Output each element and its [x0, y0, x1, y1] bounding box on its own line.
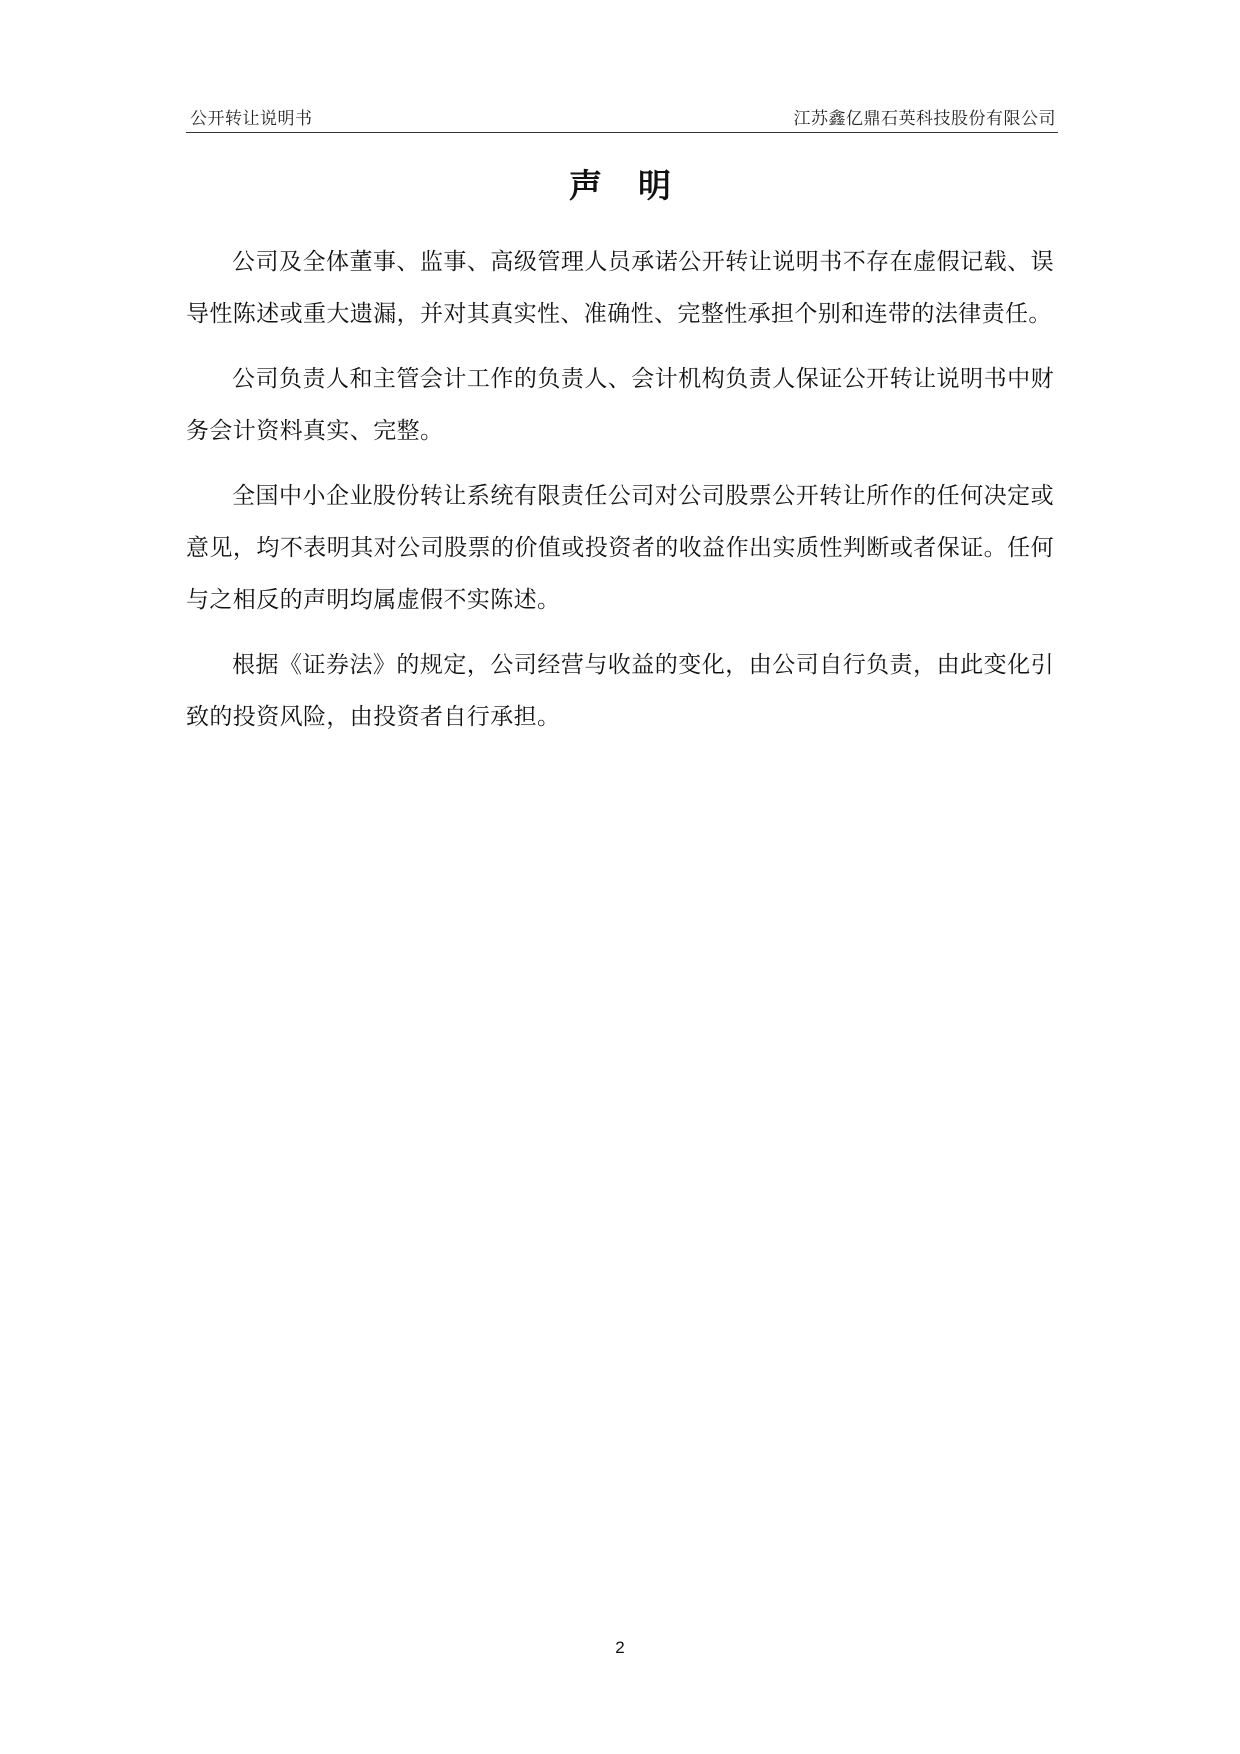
section-title: 声明 [569, 166, 707, 205]
document-title-header: 公开转让说明书 [190, 109, 313, 129]
paragraph-nesss-disclaimer: 全国中小企业股份转让系统有限责任公司对公司股票公开转让所作的任何决定或意见，均不表明其对公司股票的价值或投资者的收益作出实质性判断或者保证。任何与之相反的声明均属虚假不实陈述。 [186, 483, 1054, 613]
paragraph-financial-guarantee: 公司负责人和主管会计工作的负责人、会计机构负责人保证公开转让说明书中财务会计资料真实、完整。 [186, 366, 1054, 444]
paragraph-commitment: 公司及全体董事、监事、高级管理人员承诺公开转让说明书不存在虚假记载、误导性陈述或重大遗漏，并对其真实性、准确性、完整性承担个别和连带的法律责任。 [186, 249, 1054, 327]
company-name-header: 江苏鑫亿鼎石英科技股份有限公司 [793, 109, 1056, 129]
paragraph-securities-law: 根据《证券法》的规定，公司经营与收益的变化，由公司自行负责，由此变化引致的投资风险，由投资者自行承担。 [186, 652, 1054, 730]
page-header [186, 98, 1058, 133]
declaration-body [186, 236, 1054, 756]
page-number: 2 [615, 1638, 625, 1657]
